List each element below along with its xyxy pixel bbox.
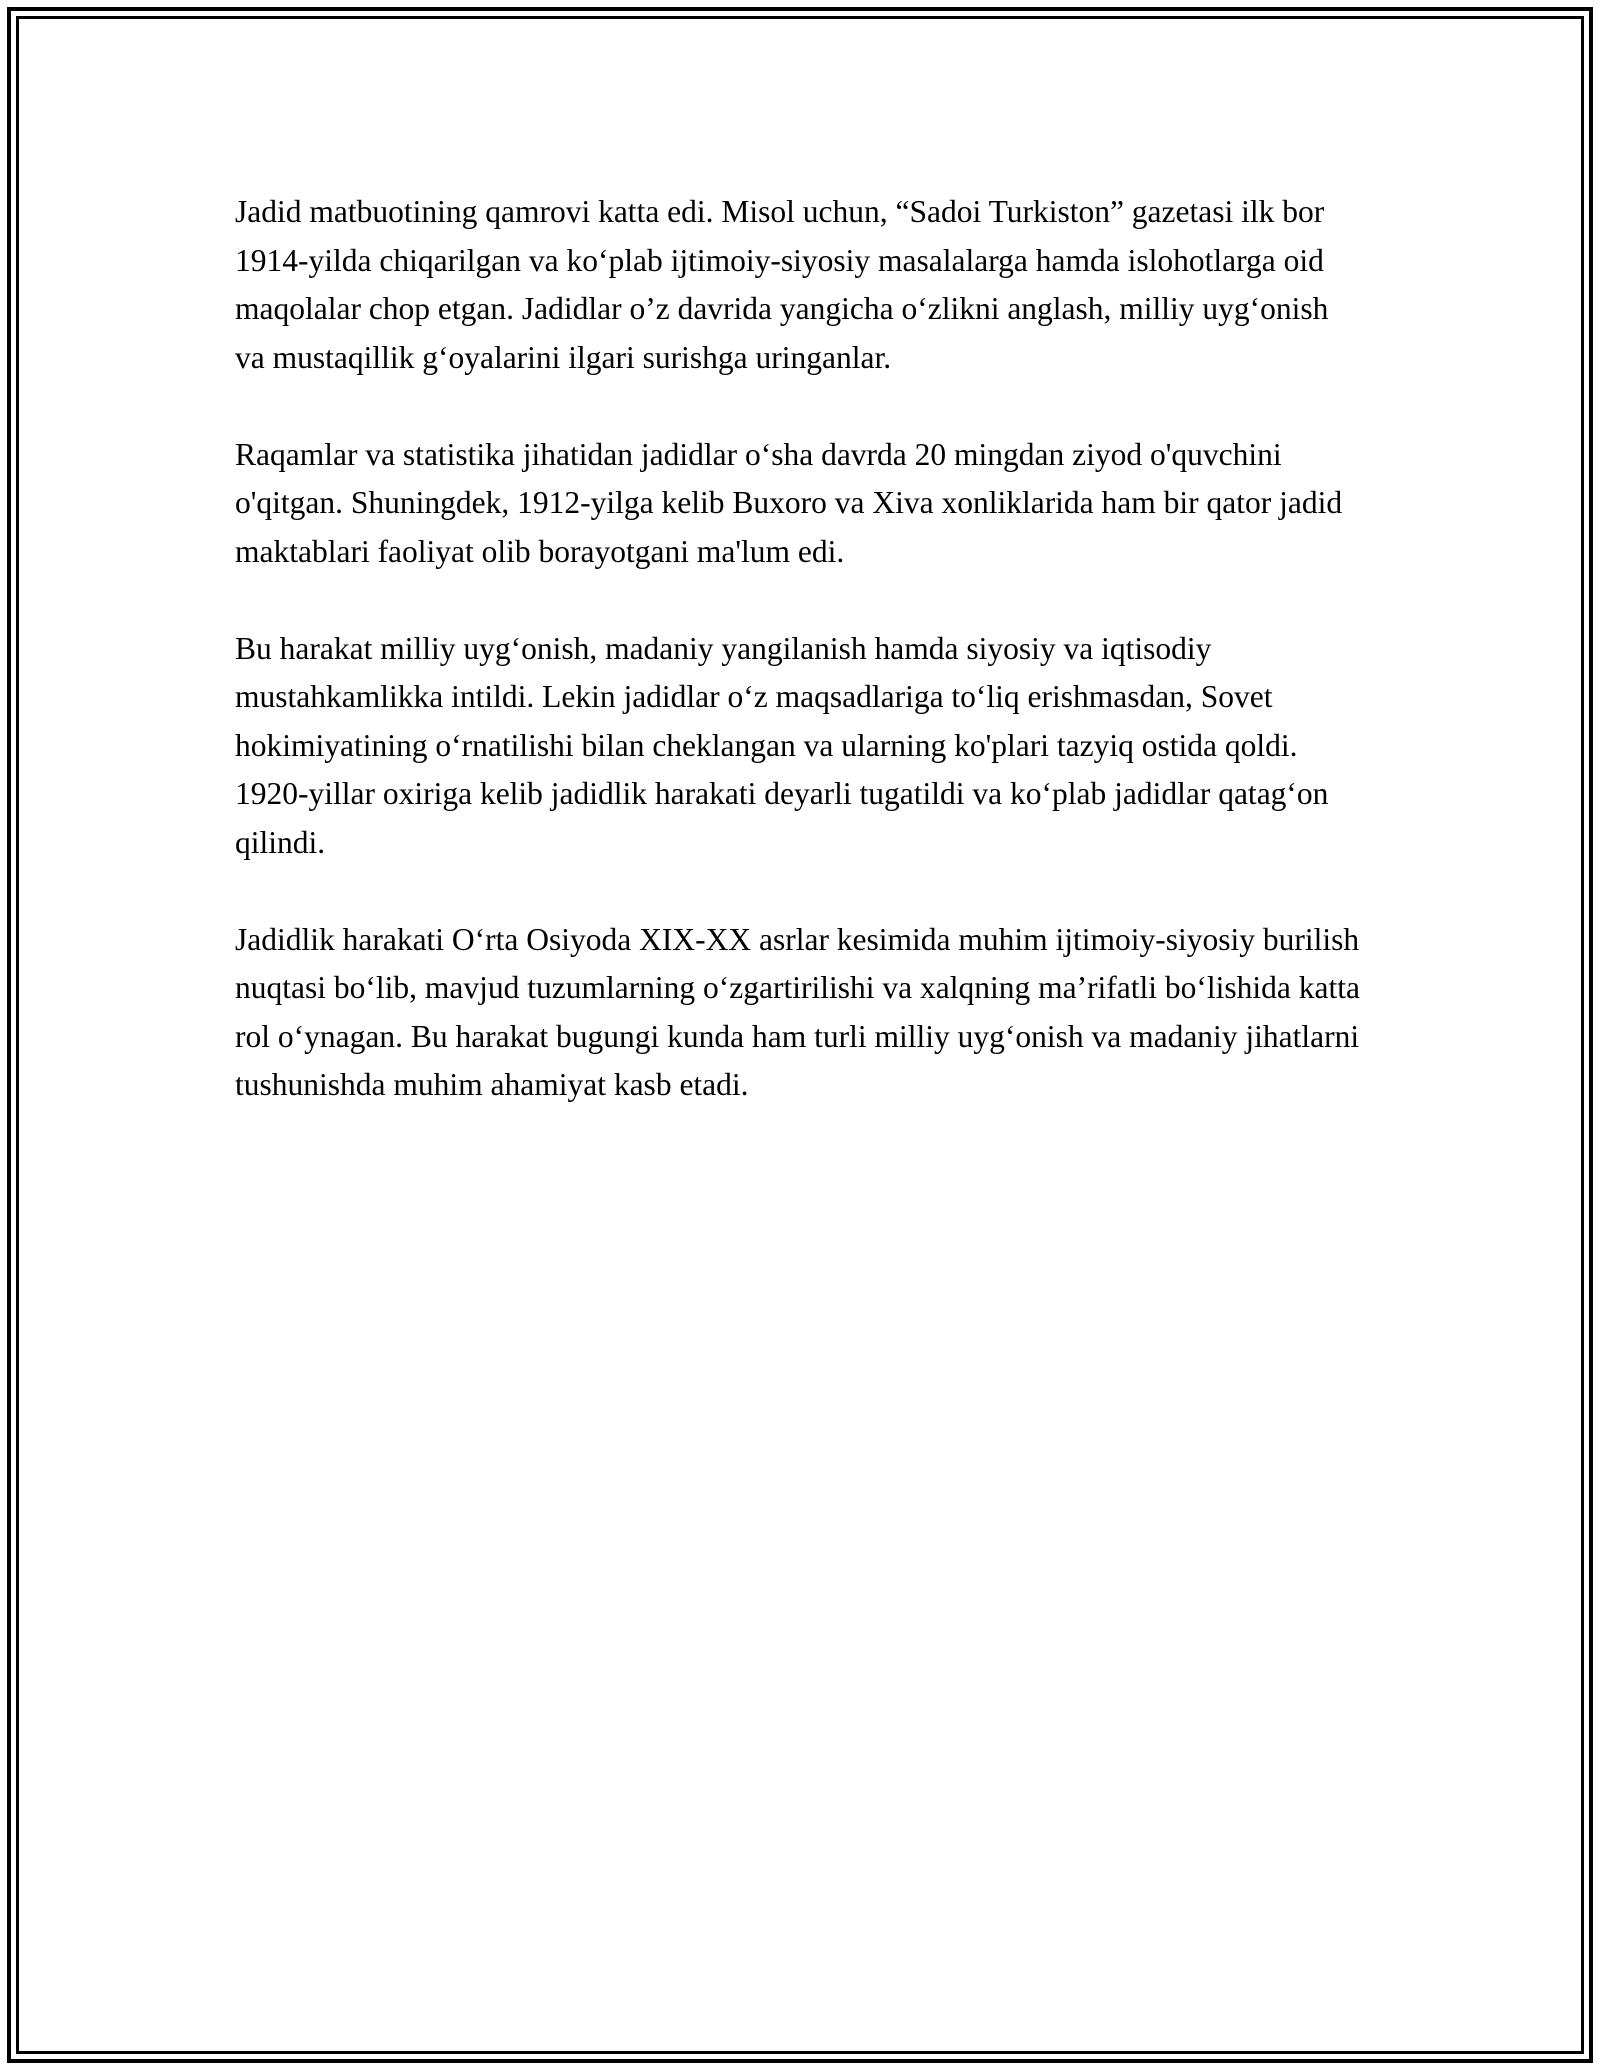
paragraph-1: Jadid matbuotining qamrovi katta edi. Misol uchun, “Sadoi Turkiston” gazetasi ilk bor 1914-yilda chiqarilgan va koʻplab ijtimoiy-siyosiy masalalarga hamda islohotlarga oid maqolalar chop etgan. Jadidlar o’z davrida yangicha oʻzlikni anglash, milliy uygʻonish va mustaqillik gʻoyalarini ilgari surishga uringanlar. [235,194,1329,375]
paragraph-4: Jadidlik harakati Oʻrta Osiyoda XIX-XX asrlar kesimida muhim ijtimoiy-siyosiy burilish nuqtasi boʻlib, mavjud tuzumlarning oʻzgartirilishi va xalqning maʼrifatli boʻlishida katta rol oʻynagan. Bu harakat bugungi kunda ham turli milliy uygʻonish va madaniy jihatlarni tushunishda muhim ahamiyat kasb etadi. [235,921,1360,1102]
paragraph-2: Raqamlar va statistika jihatidan jadidlar oʻsha davrda 20 mingdan ziyod o'quvchini o'qitgan. Shuningdek, 1912-yilga kelib Buxoro va Xiva xonliklarida ham bir qator jadid maktablari faoliyat olib borayotgani ma'lum edi. [235,436,1343,569]
document-body [235,188,1365,1158]
paragraph-3: Bu harakat milliy uygʻonish, madaniy yangilanish hamda siyosiy va iqtisodiy mustahkamlikka intildi. Lekin jadidlar oʻz maqsadlariga toʻliq erishmasdan, Sovet hokimiyatining oʻrnatilishi bilan cheklangan va ularning ko'plari tazyiq ostida qoldi. 1920-yillar oxiriga kelib jadidlik harakati deyarli tugatildi va koʻplab jadidlar qatagʻon qilindi. [235,630,1329,860]
